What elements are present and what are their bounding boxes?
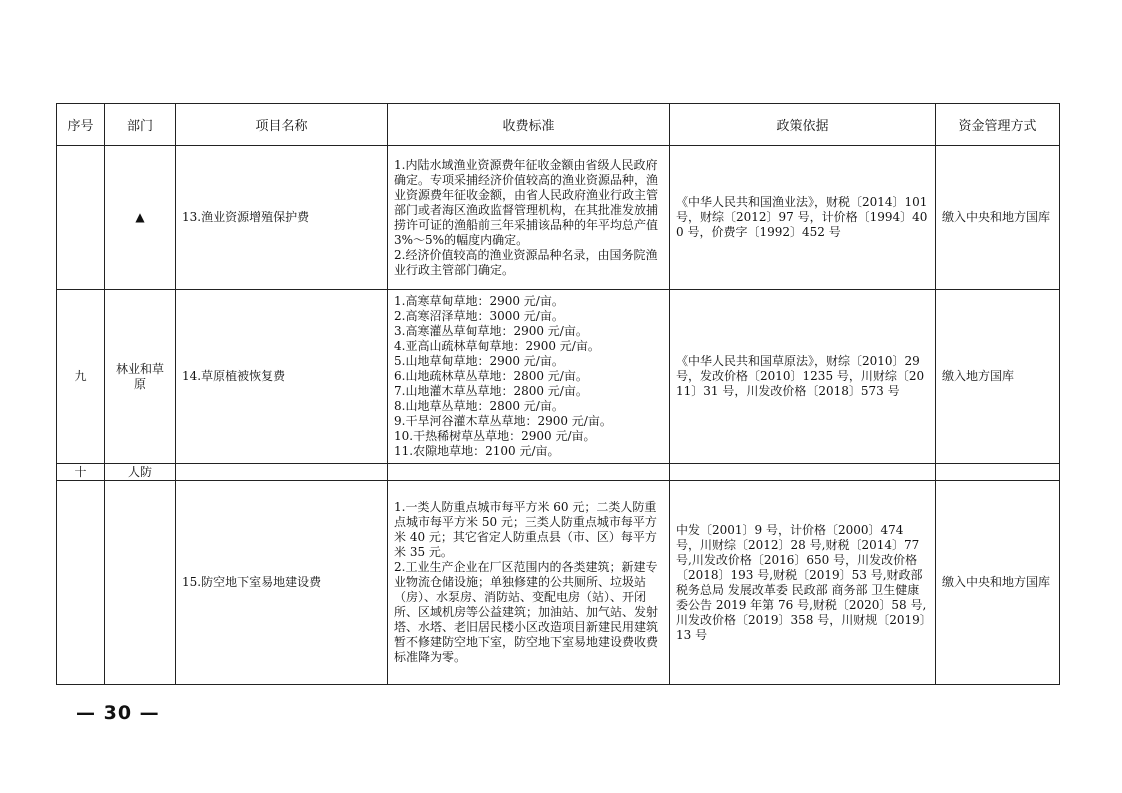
cell-no <box>57 146 105 290</box>
cell-standard <box>388 481 670 685</box>
standard-item: 2.工业生产企业在厂区范围内的各类建筑；新建专业物流仓储设施；单独修建的公共厕所、垃圾站（房）、水泵房、消防站、变配电房（站）、开闭所、区域机房等公益建筑；加油站、加气站、发射塔、水塔、老旧居民楼小区改造项目新建民用建筑暂不修建防空地下室，防空地下室易地建设费收费标准降为零。 <box>394 560 659 664</box>
cell-standard <box>388 290 670 464</box>
standard-item: 11.农隙地草地：2100 元/亩。 <box>394 444 560 458</box>
cell-dept: 人防 <box>105 464 176 481</box>
cell-fund: 缴入地方国库 <box>936 290 1060 464</box>
standard-item: 10.干热稀树草丛草地：2900 元/亩。 <box>394 429 596 443</box>
cell-name: 15.防空地下室易地建设费 <box>176 481 388 685</box>
cell-fund: 缴入中央和地方国库 <box>936 146 1060 290</box>
cell-no: 九 <box>57 290 105 464</box>
standard-item: 1.内陆水域渔业资源费年征收金额由省级人民政府确定。专项采捕经济价值较高的渔业资源品种，渔业资源费年征收金额，由省人民政府渔业行政主管部门或者海区渔政监督管理机构，在其批准发放捕捞许可证的渔船前三年采捕该品种的年平均总产值 3%～5%的幅度内确定。 <box>394 157 659 247</box>
cell-standard <box>388 146 670 290</box>
cell-fund: 缴入中央和地方国库 <box>936 481 1060 685</box>
header-fund: 资金管理方式 <box>936 104 1060 146</box>
standard-item: 2.高寒沼泽草地：3000 元/亩。 <box>394 309 564 323</box>
standard-item: 5.山地草甸草地：2900 元/亩。 <box>394 354 564 368</box>
header-standard: 收费标准 <box>388 104 670 146</box>
table-row <box>57 290 1060 464</box>
table-row <box>57 481 1060 685</box>
cell-name <box>176 464 388 481</box>
cell-dept: 林业和草原 <box>105 290 176 464</box>
cell-no: 十 <box>57 464 105 481</box>
cell-fund <box>936 464 1060 481</box>
standard-item: 6.山地疏林草丛草地：2800 元/亩。 <box>394 369 588 383</box>
standard-item: 2.经济价值较高的渔业资源品种名录，由国务院渔业行政主管部门确定。 <box>394 247 658 277</box>
cell-name: 13.渔业资源增殖保护费 <box>176 146 388 290</box>
cell-basis: 《中华人民共和国渔业法》，财税〔2014〕101 号，财综〔2012〕97 号，计价格〔1994〕400 号，价费字〔1992〕452 号 <box>670 146 936 290</box>
cell-standard <box>388 464 670 481</box>
cell-basis: 中发〔2001〕9 号，计价格〔2000〕474 号，川财综〔2012〕28 号,财税〔2014〕77 号,川发改价格〔2016〕650 号，川发改价格〔2018〕193 号,财税〔2019〕53 号,财政部 税务总局 发展改革委 民政部 商务部 卫生健康委公告 2019 年第 76 号,财税〔2020〕58 号,川发改价格〔2019〕358 号，川财规〔2019〕13 号 <box>670 481 936 685</box>
standard-item: 4.亚高山疏林草甸草地：2900 元/亩。 <box>394 339 600 353</box>
header-basis: 政策依据 <box>670 104 936 146</box>
standard-item: 9.干旱河谷灌木草丛草地：2900 元/亩。 <box>394 414 612 428</box>
triangle-marker: ▲ <box>105 146 176 290</box>
standard-item: 1.一类人防重点城市每平方米 60 元；二类人防重点城市每平方米 50 元；三类人防重点城市每平方米 40 元；其它省定人防重点县（市、区）每平方米 35 元。 <box>394 500 657 559</box>
cell-basis <box>670 464 936 481</box>
cell-name: 14.草原植被恢复费 <box>176 290 388 464</box>
fee-table <box>56 103 1060 685</box>
header-row <box>57 104 1060 146</box>
standard-item: 8.山地草丛草地：2800 元/亩。 <box>394 399 564 413</box>
standard-item: 7.山地灌木草丛草地：2800 元/亩。 <box>394 384 588 398</box>
standard-item: 3.高寒灌丛草甸草地：2900 元/亩。 <box>394 324 588 338</box>
cell-no <box>57 481 105 685</box>
header-no: 序号 <box>57 104 105 146</box>
cell-dept <box>105 481 176 685</box>
table-row <box>57 146 1060 290</box>
standard-item: 1.高寒草甸草地：2900 元/亩。 <box>394 294 564 308</box>
cell-basis: 《中华人民共和国草原法》，财综〔2010〕29 号，发改价格〔2010〕1235 号，川财综〔2011〕31 号，川发改价格〔2018〕573 号 <box>670 290 936 464</box>
page-number: — 30 — <box>76 702 160 724</box>
header-name: 项目名称 <box>176 104 388 146</box>
header-dept: 部门 <box>105 104 176 146</box>
section-row <box>57 464 1060 481</box>
